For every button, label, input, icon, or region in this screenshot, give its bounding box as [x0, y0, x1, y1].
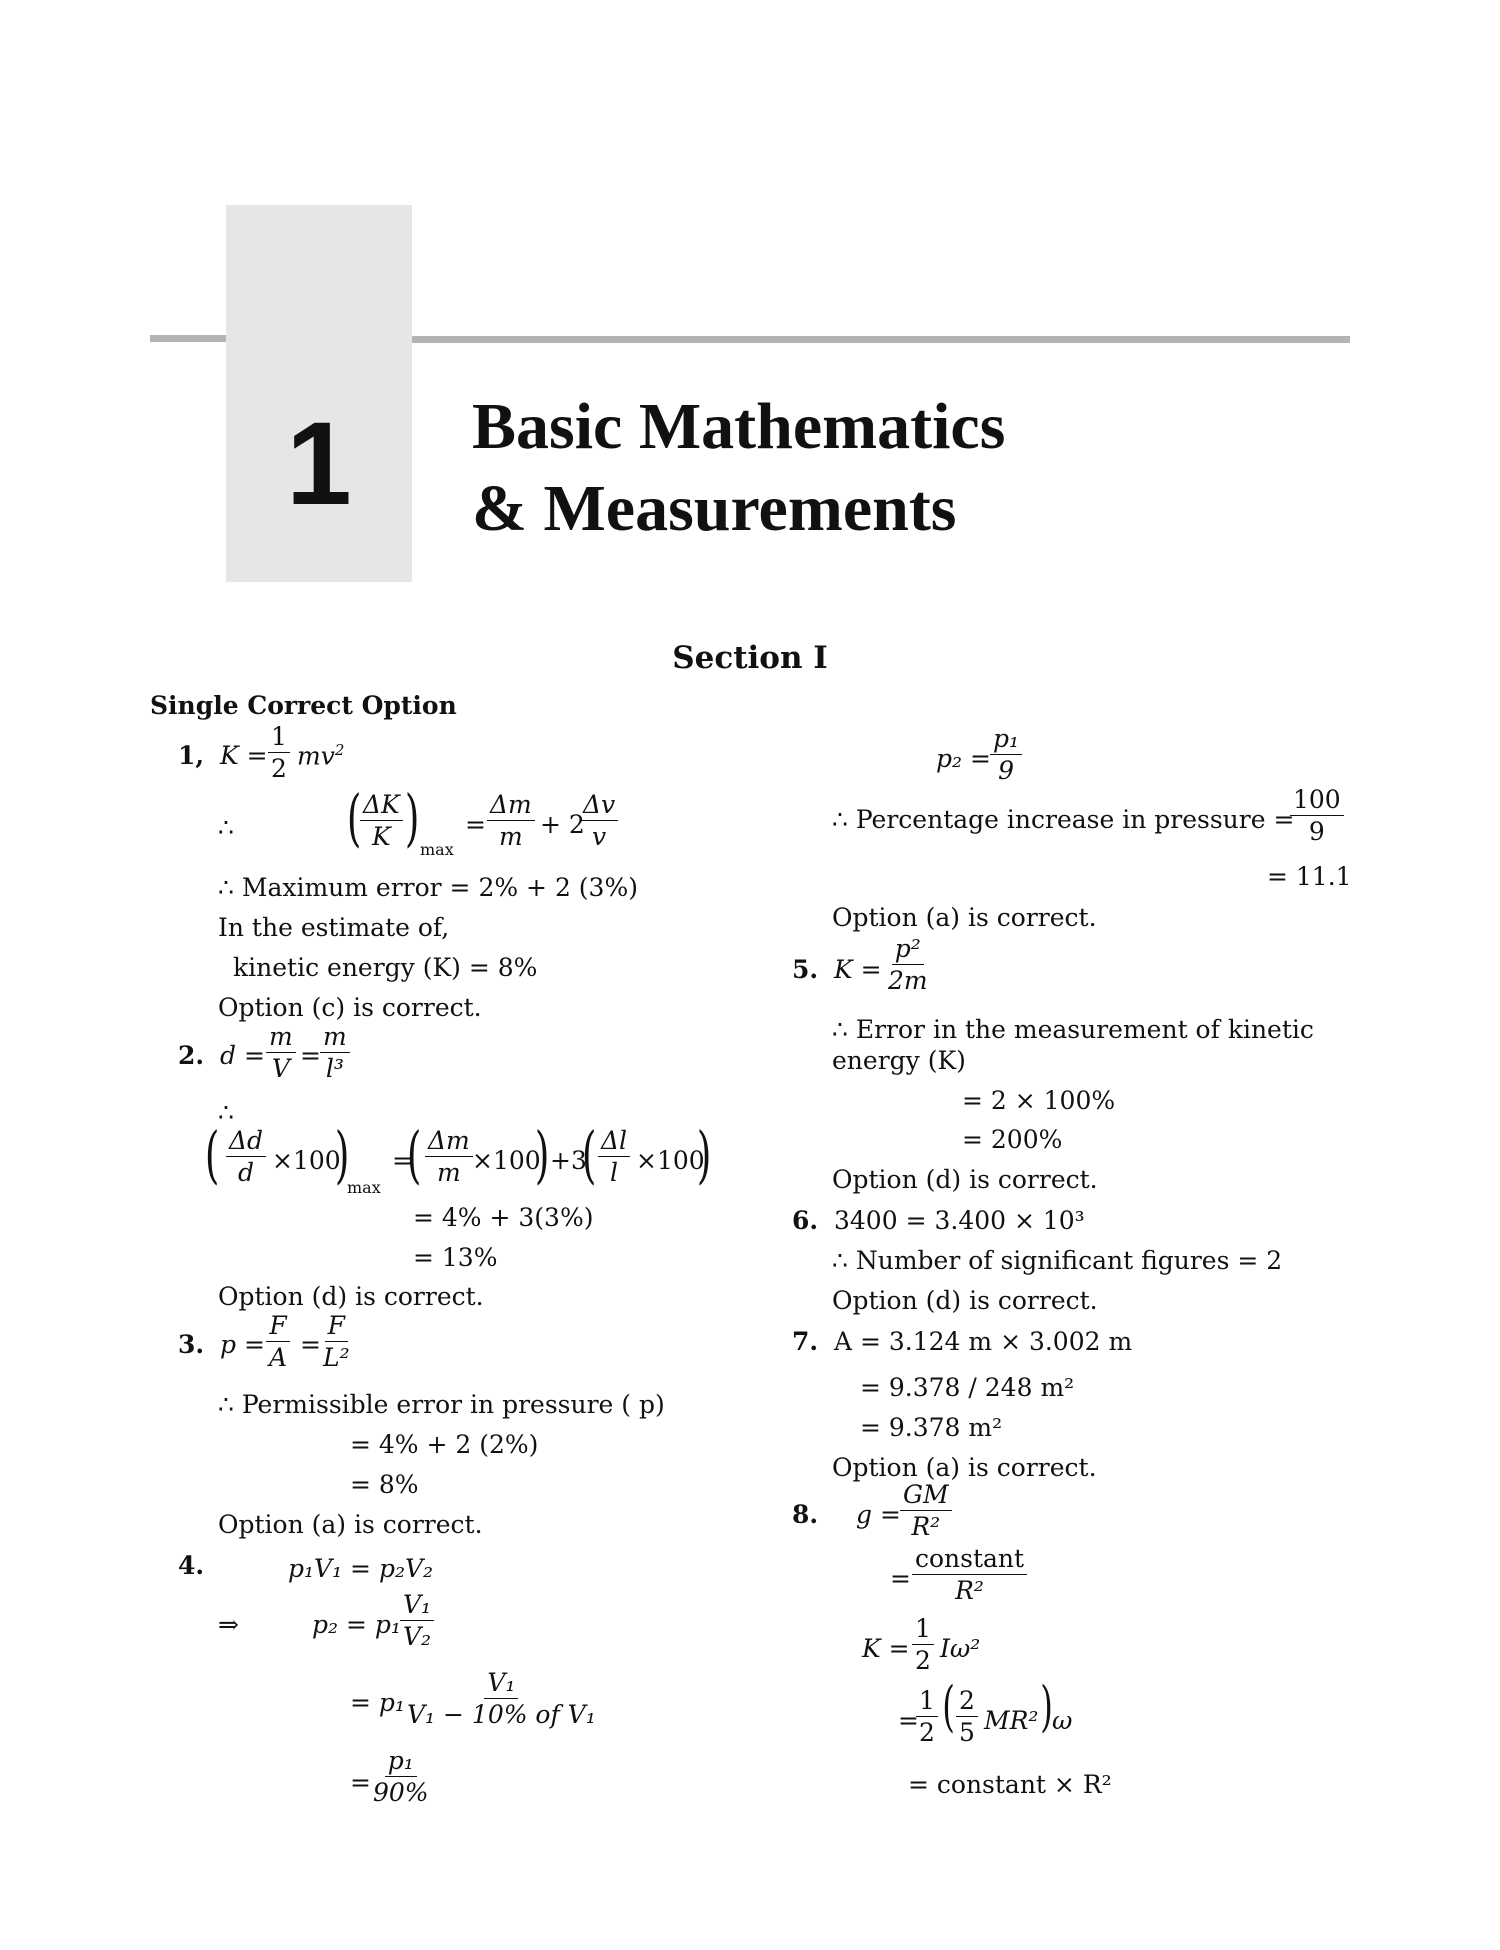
- q2-number: 2.: [178, 1041, 205, 1070]
- q5-p2-2m-fraction: p² 2m: [888, 934, 928, 995]
- q5-line4: = 200%: [962, 1125, 1063, 1154]
- q4c-p2-eq: p₂ =: [936, 744, 991, 773]
- q1-line3: kinetic energy (K) = 8%: [233, 953, 538, 982]
- q5-number: 5.: [792, 955, 819, 984]
- q2-plus3: +3: [550, 1146, 587, 1175]
- q2-paren3-close: ): [696, 1118, 712, 1191]
- q5-line2: energy (K): [832, 1046, 966, 1075]
- q2-m-v-fraction: m V: [266, 1024, 296, 1081]
- q4-v1-fraction: V₁ V₁ − 10% of V₁: [407, 1668, 596, 1729]
- q2-option: Option (d) is correct.: [218, 1282, 484, 1311]
- q8-line-last: = constant × R²: [908, 1770, 1112, 1799]
- q2-paren2-open: (: [406, 1118, 422, 1191]
- chapter-title-line2: & Measurements: [472, 472, 957, 545]
- q6-option: Option (d) is correct.: [832, 1286, 1098, 1315]
- q7-line3: = 9.378 m²: [860, 1413, 1003, 1442]
- q1-option: Option (c) is correct.: [218, 993, 482, 1022]
- q3-line3: = 8%: [350, 1470, 419, 1499]
- q8-gm-r2-fraction: GM R²: [900, 1482, 952, 1539]
- q4c-option: Option (a) is correct.: [832, 903, 1097, 932]
- q1-dv-fraction: Δv v: [580, 792, 618, 849]
- q2-dm-fraction: Δm m: [425, 1128, 473, 1185]
- q4-line1: p₁V₁ = p₂V₂: [288, 1554, 434, 1583]
- q5-k-eq: K =: [834, 955, 882, 984]
- q2-eq2: =: [392, 1146, 413, 1175]
- q4-v1-v2-fraction: V₁ V₂: [400, 1592, 434, 1649]
- q8-k-eq: K =: [862, 1634, 910, 1663]
- q2-eq: =: [300, 1041, 321, 1070]
- q1-dk-fraction: ΔK K: [360, 792, 403, 849]
- q2-line1: = 4% + 3(3%): [413, 1203, 594, 1232]
- q1-therefore: ∴: [218, 813, 234, 842]
- q2-d-eq: d =: [220, 1041, 265, 1070]
- q1-paren-close: ): [404, 781, 420, 854]
- q1-eq: =: [465, 810, 486, 839]
- q8-omega: ω: [1052, 1706, 1073, 1735]
- section-heading: Section I: [672, 640, 828, 676]
- q3-line1: ∴ Permissible error in pressure ( p): [218, 1390, 665, 1419]
- q1-number: 1,: [178, 741, 205, 770]
- q3-f-l2-fraction: F L²: [323, 1311, 350, 1372]
- q8-two-fifths-fraction: 2 5: [956, 1688, 978, 1745]
- q2-paren3-open: (: [581, 1118, 597, 1191]
- q7-number: 7.: [792, 1327, 819, 1356]
- header-rule-right: [412, 336, 1350, 343]
- q8-eq2: =: [898, 1706, 919, 1735]
- q1-mv: $mv^2$: [297, 741, 345, 771]
- q2-line2: = 13%: [413, 1243, 498, 1272]
- q8-half-fraction: 1 2: [912, 1616, 934, 1673]
- q3-number: 3.: [178, 1330, 205, 1359]
- q1-line2: In the estimate of,: [218, 913, 450, 942]
- q2-paren1-close: ): [334, 1118, 350, 1191]
- q7-line2: = 9.378 / 248 m²: [860, 1373, 1075, 1402]
- q2-x100: ×100: [272, 1146, 341, 1175]
- q8-mr2: MR²: [984, 1706, 1039, 1735]
- q1-plus2: + 2: [540, 810, 585, 839]
- q2-max: max: [347, 1178, 381, 1197]
- q2-x100b: ×100: [472, 1146, 541, 1175]
- q4c-p1-9-fraction: p₁ 9: [990, 726, 1022, 783]
- q8-eq: =: [890, 1564, 911, 1593]
- q4c-100-9-fraction: 100 9: [1290, 787, 1344, 844]
- q2-therefore: ∴: [218, 1098, 234, 1127]
- q2-dd-fraction: Δd d: [226, 1128, 266, 1185]
- chapter-number: 1: [286, 398, 352, 530]
- q1-line1: ∴ Maximum error = 2% + 2 (3%): [218, 873, 638, 902]
- q8-number: 8.: [792, 1500, 819, 1529]
- q4-p1-90-fraction: p₁ 90%: [373, 1746, 429, 1807]
- q2-m-l3-fraction: m l³: [320, 1024, 350, 1081]
- q3-f-a-fraction: F A: [266, 1313, 290, 1370]
- q1-max: max: [420, 840, 454, 859]
- subheading: Single Correct Option: [150, 691, 457, 720]
- q4-p2-eq: p₂ = p₁: [312, 1610, 401, 1639]
- q8-iw: Iω²: [940, 1634, 981, 1663]
- q8-g-eq: g =: [856, 1500, 901, 1529]
- q8-half-fraction2: 1 2: [916, 1688, 938, 1745]
- q4c-line1: ∴ Percentage increase in pressure =: [832, 805, 1295, 834]
- q3-line2: = 4% + 2 (2%): [350, 1430, 539, 1459]
- q8-paren-close: ): [1040, 1675, 1053, 1738]
- q1-k-eq: K =: [220, 741, 268, 770]
- q3-eq: =: [300, 1330, 321, 1359]
- q3-p-eq: p =: [220, 1330, 265, 1359]
- chapter-title-line1: Basic Mathematics: [472, 390, 1006, 463]
- q5-option: Option (d) is correct.: [832, 1165, 1098, 1194]
- q6-line1: 3400 = 3.400 × 10³: [834, 1206, 1085, 1235]
- q5-line1: ∴ Error in the measurement of kinetic: [832, 1015, 1314, 1044]
- q5-line3: = 2 × 100%: [962, 1086, 1116, 1115]
- q1-half-fraction: 1 2: [268, 724, 290, 781]
- q3-option: Option (a) is correct.: [218, 1510, 483, 1539]
- q4-implies: ⇒: [218, 1610, 239, 1639]
- q4-number: 4.: [178, 1551, 205, 1580]
- header-rule-left: [150, 335, 226, 342]
- q4c-line2: = 11.1: [1267, 862, 1352, 891]
- q2-paren1-open: (: [204, 1118, 220, 1191]
- q4-eq-p1: = p₁: [350, 1688, 405, 1717]
- q8-constant-r2-fraction: constant R²: [912, 1546, 1027, 1603]
- q2-dl-fraction: Δl l: [598, 1128, 630, 1185]
- q2-paren2-close: ): [534, 1118, 550, 1191]
- q7-line1: A = 3.124 m × 3.002 m: [834, 1327, 1133, 1356]
- q4-eq: =: [350, 1768, 371, 1797]
- q1-dm-fraction: Δm m: [487, 792, 535, 849]
- q2-x100c: ×100: [636, 1146, 705, 1175]
- q7-option: Option (a) is correct.: [832, 1453, 1097, 1482]
- q8-paren-open: (: [942, 1675, 955, 1738]
- q6-number: 6.: [792, 1206, 819, 1235]
- q1-paren-open: (: [346, 781, 362, 854]
- q6-line2: ∴ Number of significant figures = 2: [832, 1246, 1283, 1275]
